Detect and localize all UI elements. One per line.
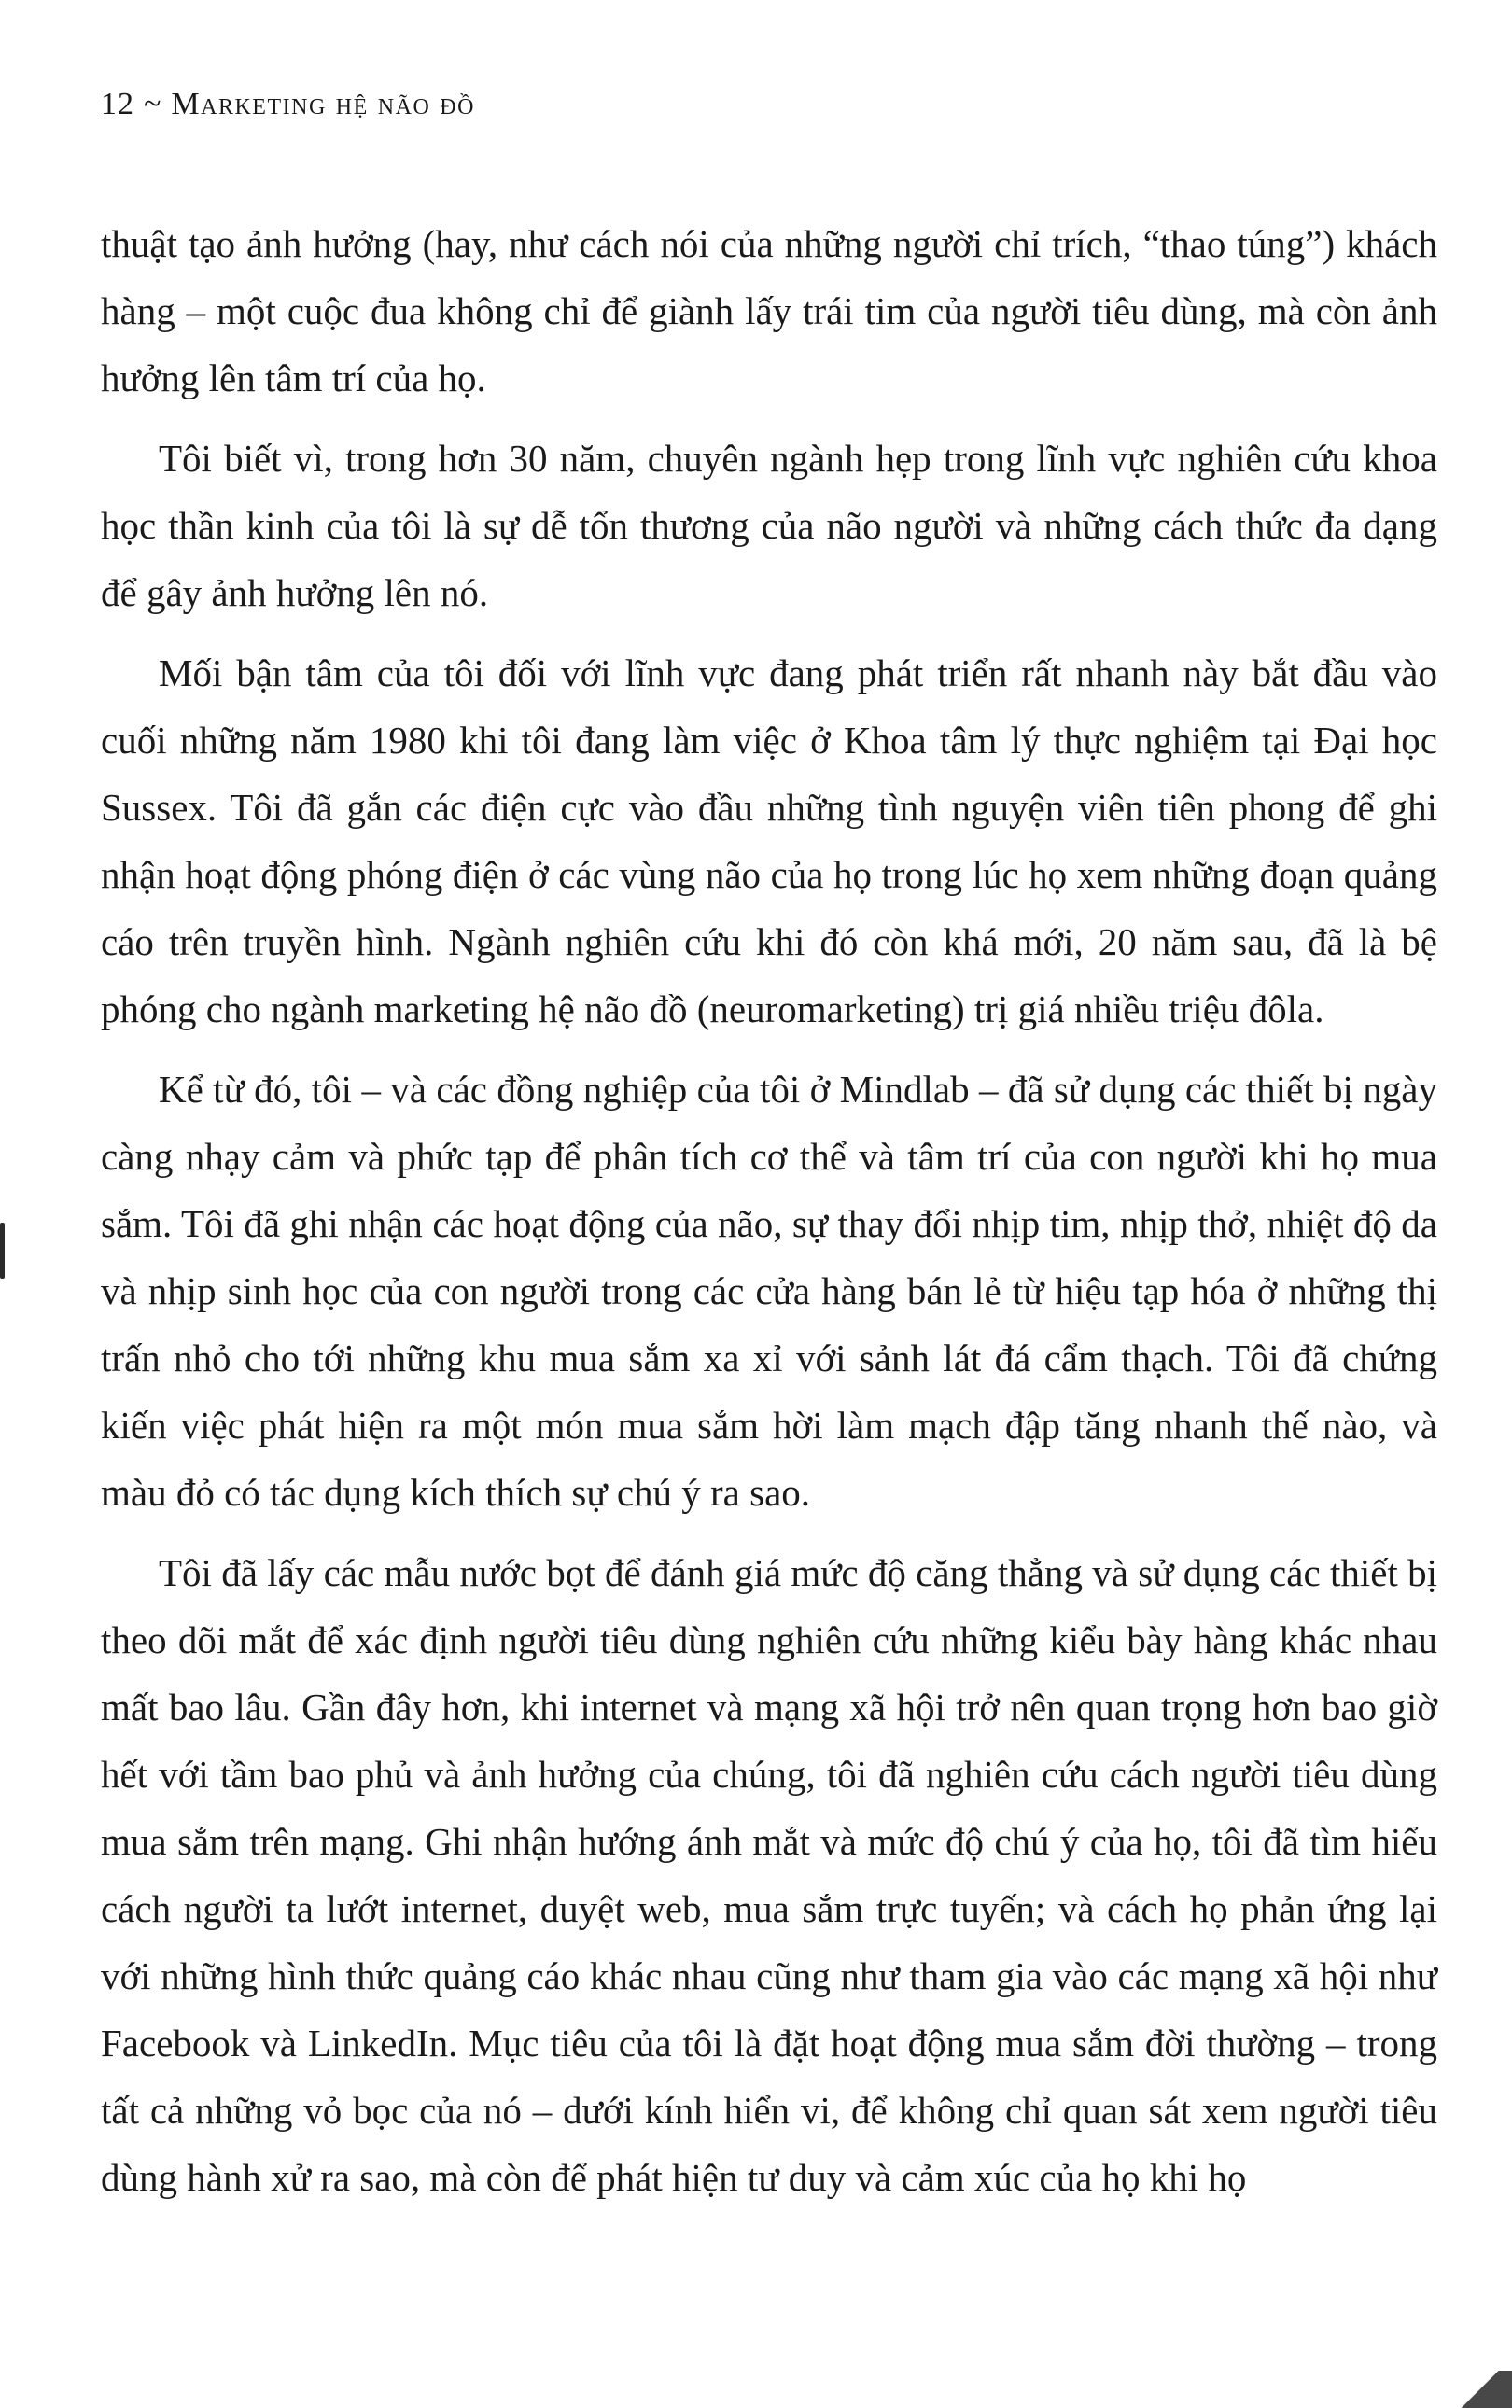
page-number: 12 <box>101 87 134 121</box>
paragraph: Tôi biết vì, trong hơn 30 năm, chuyên ngành hẹp trong lĩnh vực nghiên cứu khoa học thần kinh của tôi là sự dễ tổn thương của não người và những cách thức đa dạng để gây ảnh hưởng lên nó. <box>101 436 1437 614</box>
body-text <box>101 210 1437 2211</box>
book-title: Marketing hệ não đồ <box>171 87 475 121</box>
header-separator: ~ <box>144 87 162 121</box>
paragraph-continuation: thuật tạo ảnh hưởng (hay, như cách nói của những người chỉ trích, “thao túng”) khách hàng – một cuộc đua không chỉ để giành lấy trái tim của người tiêu dùng, mà còn ảnh hưởng lên tâm trí của họ. <box>101 221 1437 399</box>
paragraph: Mối bận tâm của tôi đối với lĩnh vực đang phát triển rất nhanh này bắt đầu vào cuối những năm 1980 khi tôi đang làm việc ở Khoa tâm lý thực nghiệm tại Đại học Sussex. Tôi đã gắn các điện cực vào đầu những tình nguyện viên tiên phong để ghi nhận hoạt động phóng điện ở các vùng não của họ trong lúc họ xem những đoạn quảng cáo trên truyền hình. Ngành nghiên cứu khi đó còn khá mới, 20 năm sau, đã là bệ phóng cho ngành marketing hệ não đồ (neuromarketing) trị giá nhiều triệu đôla. <box>101 651 1437 1030</box>
paragraph: Kể từ đó, tôi – và các đồng nghiệp của tôi ở Mindlab – đã sử dụng các thiết bị ngày càng nhạy cảm và phức tạp để phân tích cơ thể và tâm trí của con người khi họ mua sắm. Tôi đã ghi nhận các hoạt động của não, sự thay đổi nhịp tim, nhịp thở, nhiệt độ da và nhịp sinh học của con người trong các cửa hàng bán lẻ từ hiệu tạp hóa ở những thị trấn nhỏ cho tới những khu mua sắm xa xỉ với sảnh lát đá cẩm thạch. Tôi đã chứng kiến việc phát hiện ra một món mua sắm hời làm mạch đập tăng nhanh thế nào, và màu đỏ có tác dụng kích thích sự chú ý ra sao. <box>101 1067 1437 1514</box>
page-edge-mark <box>0 1223 5 1279</box>
running-header <box>101 86 1437 124</box>
page-corner-shadow <box>1447 2371 1512 2408</box>
paragraph: Tôi đã lấy các mẫu nước bọt để đánh giá mức độ căng thẳng và sử dụng các thiết bị theo dõi mắt để xác định người tiêu dùng nghiên cứu những kiểu bày hàng khác nhau mất bao lâu. Gần đây hơn, khi internet và mạng xã hội trở nên quan trọng hơn bao giờ hết với tầm bao phủ và ảnh hưởng của chúng, tôi đã nghiên cứu cách người tiêu dùng mua sắm trên mạng. Ghi nhận hướng ánh mắt và mức độ chú ý của họ, tôi đã tìm hiểu cách người ta lướt internet, duyệt web, mua sắm trực tuyến; và cách họ phản ứng lại với những hình thức quảng cáo khác nhau cũng như tham gia vào các mạng xã hội như Facebook và LinkedIn. Mục tiêu của tôi là đặt hoạt động mua sắm đời thường – trong tất cả những vỏ bọc của nó – dưới kính hiển vi, để không chỉ quan sát xem người tiêu dùng hành xử ra sao, mà còn để phát hiện tư duy và cảm xúc của họ khi họ <box>101 1550 1437 2199</box>
